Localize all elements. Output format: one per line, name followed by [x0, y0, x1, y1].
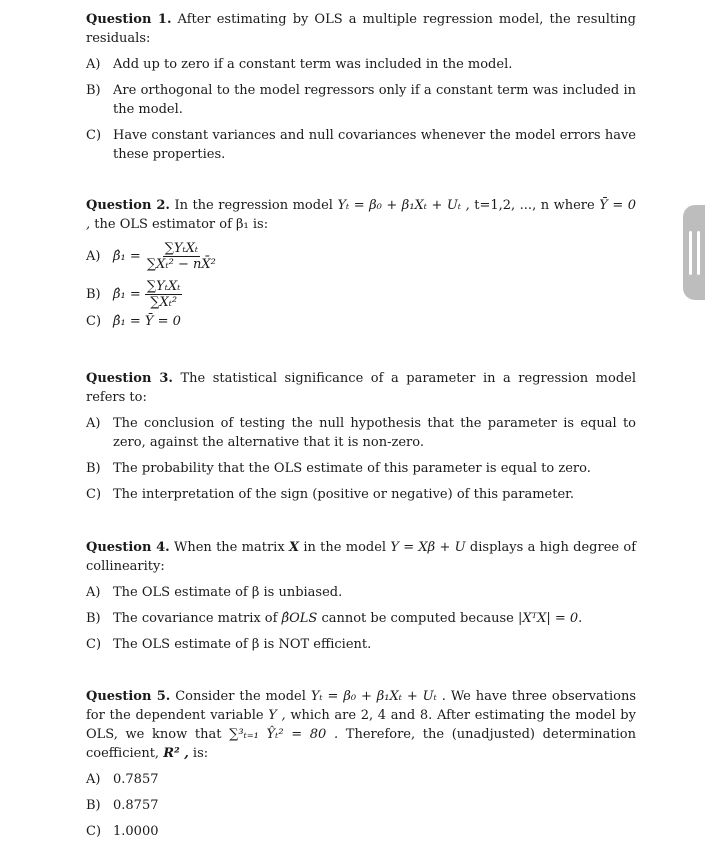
option-text	[113, 609, 636, 628]
option-label: B)	[86, 83, 101, 98]
question-text-post: the OLS estimator of β₁ is:	[94, 217, 269, 232]
model-equation: Yₜ = β₀ + β₁Xₜ + Uₜ .	[310, 689, 446, 704]
option-a	[86, 414, 636, 452]
option-text: The conclusion of testing the null hypothesis that the parameter is equal to zero, against the alternative that it is non-zero.	[113, 416, 636, 450]
question-5-stem	[86, 687, 636, 763]
matrix-symbol: X	[288, 540, 300, 555]
question-text: The statistical significance of a parameter in a regression model refers to:	[86, 371, 636, 405]
question-text-mid: in the model	[303, 540, 387, 555]
option-text: 0.8757	[113, 798, 159, 813]
option-a	[86, 583, 636, 602]
option-c	[86, 126, 636, 164]
option-text: Add up to zero if a constant term was included in the model.	[113, 57, 513, 72]
option-label: A)	[86, 772, 101, 787]
option-text: The probability that the OLS estimate of this parameter is equal to zero.	[113, 461, 591, 476]
fraction-denominator: ∑Xₜ²	[150, 295, 178, 310]
option-b	[86, 459, 636, 478]
option-text: Are orthogonal to the model regressors only if a constant term was included in the model.	[113, 83, 636, 117]
fraction	[145, 241, 218, 272]
option-a	[86, 55, 636, 74]
option-text: 0.7857	[113, 772, 159, 787]
option-label: C)	[86, 128, 102, 143]
sum-equation: ∑³ₜ₌₁ Ŷₜ² = 80 .	[229, 727, 339, 742]
option-formula	[113, 279, 636, 310]
option-text: The interpretation of the sign (positive or negative) of this parameter.	[113, 487, 575, 502]
y-symbol: Y ,	[268, 708, 286, 723]
option-a	[86, 770, 636, 789]
question-label: Question 1.	[86, 12, 172, 27]
option-formula	[113, 241, 636, 272]
question-text: When the matrix	[173, 540, 285, 555]
model-equation: Yₜ = β₀ + β₁Xₜ + Uₜ ,	[337, 198, 470, 213]
option-text: The OLS estimate of β is unbiased.	[113, 585, 343, 600]
where-text: where	[553, 198, 595, 213]
option-c	[86, 822, 636, 841]
question-5	[86, 687, 636, 841]
question-1	[86, 10, 636, 164]
question-2-stem	[86, 196, 636, 234]
option-c	[86, 635, 636, 654]
question-3-stem	[86, 369, 636, 407]
option-label: A)	[86, 249, 101, 264]
question-text-mid: which are 2, 4 and 8. After estimating the model by OLS, we know that	[86, 708, 636, 742]
option-label: C)	[86, 314, 102, 329]
option-label: B)	[86, 461, 101, 476]
option-b	[86, 81, 636, 119]
option-text: Have constant variances and null covariances whenever the model errors have these properties.	[113, 128, 636, 162]
question-2	[86, 196, 636, 331]
fraction	[145, 279, 183, 310]
option-label: A)	[86, 585, 101, 600]
fraction-numerator: ∑YₜXₜ	[164, 241, 199, 256]
r2-symbol: R² ,	[163, 746, 189, 761]
grip-line-icon	[697, 231, 700, 275]
question-label: Question 2.	[86, 198, 170, 213]
question-text: In the regression model	[174, 198, 333, 213]
fraction-numerator: ∑YₜXₜ	[146, 279, 181, 294]
question-4	[86, 538, 636, 654]
option-text: β̂₁ = Ȳ = 0	[113, 314, 181, 329]
question-text-post: is:	[192, 746, 209, 761]
option-a	[86, 241, 636, 272]
grip-line-icon	[689, 231, 692, 275]
document-body	[86, 10, 636, 841]
formula-lhs: β̂₁ =	[113, 249, 141, 264]
t-range: t=1,2, ..., n	[474, 198, 550, 213]
option-label: C)	[86, 487, 102, 502]
question-4-stem	[86, 538, 636, 576]
scroll-handle[interactable]	[683, 205, 705, 300]
option-label: C)	[86, 637, 102, 652]
option-label: B)	[86, 611, 101, 626]
option-label: B)	[86, 287, 101, 302]
option-text: 1.0000	[113, 824, 159, 839]
option-c	[86, 312, 636, 331]
option-label: A)	[86, 57, 101, 72]
question-text-mid: We have three observations for the dependent variable	[86, 689, 636, 723]
option-text-post: cannot be computed because	[321, 611, 514, 626]
option-b	[86, 279, 636, 310]
option-text: The OLS estimate of β is NOT efficient.	[113, 637, 372, 652]
model-equation: Y = Xβ + U	[390, 540, 466, 555]
fraction-denominator: ∑Xₜ² − nX̄²	[146, 257, 216, 272]
question-1-stem	[86, 10, 636, 48]
beta-ols-symbol: β̂OLS	[281, 611, 318, 626]
question-3	[86, 369, 636, 504]
option-text-pre: The covariance matrix of	[113, 611, 278, 626]
question-text-post: displays a high degree of collinearity:	[86, 540, 637, 574]
option-label: C)	[86, 824, 102, 839]
ybar-equation: Ȳ = 0 ,	[86, 198, 637, 232]
question-text-mid: Therefore, the (unadjusted) determination coefficient,	[86, 727, 637, 761]
question-text: After estimating by OLS a multiple regression model, the resulting residuals:	[86, 12, 636, 46]
question-label: Question 3.	[86, 371, 173, 386]
option-b	[86, 609, 636, 628]
option-c	[86, 485, 636, 504]
determinant-expression: |XᵀX| = 0.	[518, 611, 583, 626]
option-label: B)	[86, 798, 101, 813]
question-label: Question 5.	[86, 689, 171, 704]
option-b	[86, 796, 636, 815]
question-text: Consider the model	[175, 689, 306, 704]
option-label: A)	[86, 416, 101, 431]
question-label: Question 4.	[86, 540, 170, 555]
formula-lhs: β̂₁ =	[113, 287, 141, 302]
